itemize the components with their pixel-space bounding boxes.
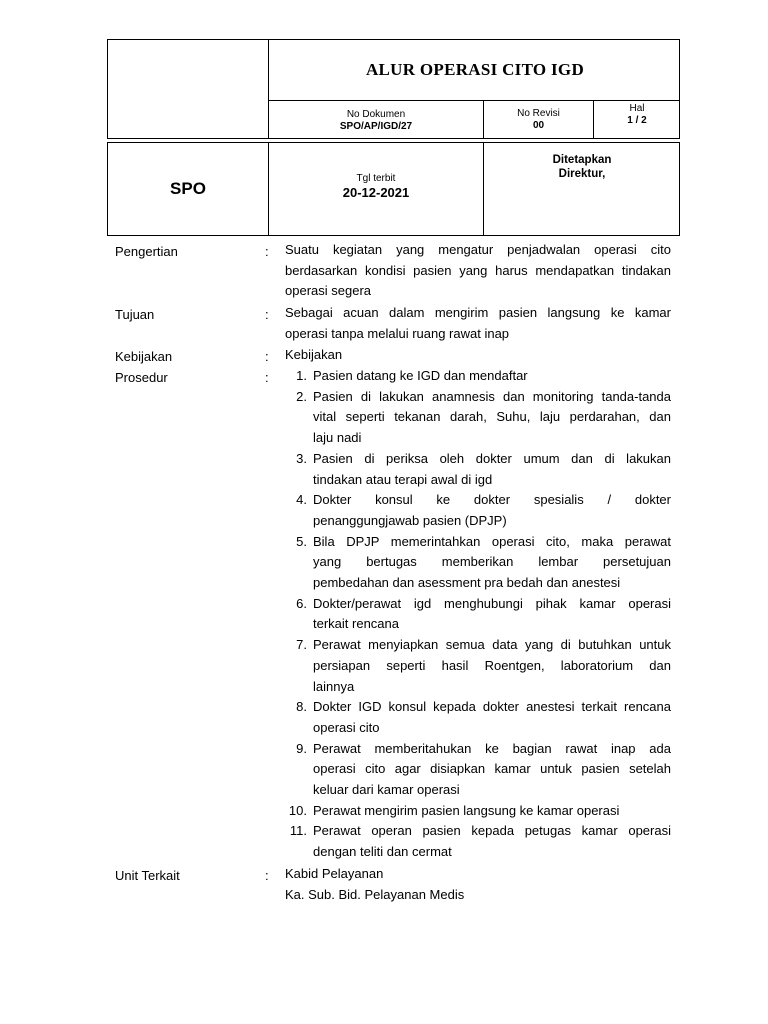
- text-line: Dokter IGD konsul kepada dokter anestesi terkait rencana: [313, 699, 671, 715]
- text-line: Kabid Pelayanan: [285, 866, 384, 881]
- text-line: Suatu kegiatan yang mengatur penjadwalan operasi cito: [285, 242, 671, 257]
- header-bottom-table: [107, 142, 680, 236]
- text-line: operasi tanpa melalui ruang rawat inap: [285, 325, 510, 341]
- text-line: Kebijakan: [285, 347, 343, 362]
- text-line: Sebagai acuan dalam mengirim pasien langsung ke kamar: [285, 305, 671, 320]
- list-number: 3.: [296, 450, 307, 466]
- kebijakan-text: [285, 345, 671, 366]
- text-line: operasi segera: [285, 283, 371, 299]
- text-line: keluar dari kamar operasi: [313, 782, 460, 798]
- text-line: Pasien di lakukan anamnesis dan monitoring tanda-tanda: [313, 388, 671, 404]
- list-item: [285, 801, 671, 822]
- unit-terkait-colon: :: [265, 868, 269, 883]
- tgl-terbit-label: Tgl terbit: [356, 173, 396, 184]
- no-revisi-value: 00: [532, 120, 545, 131]
- ditetapkan-line: Ditetapkan: [552, 154, 612, 166]
- ditetapkan-cell: [484, 153, 680, 181]
- tujuan-colon: :: [265, 307, 269, 322]
- pengertian-colon: :: [265, 244, 269, 259]
- prosedur-colon: :: [265, 370, 269, 385]
- hal-label: Hal: [629, 103, 645, 114]
- list-number: 8.: [296, 699, 307, 715]
- text-line: Dokter konsul ke dokter spesialis / dokter: [313, 492, 671, 508]
- list-number: 5.: [296, 533, 307, 549]
- text-line: berdasarkan kondisi pasien yang harus mendapatkan tindakan: [285, 262, 671, 278]
- text-line: Ka. Sub. Bid. Pelayanan Medis: [285, 886, 465, 902]
- list-item: [285, 366, 671, 387]
- tujuan-text: [285, 303, 671, 344]
- text-line: Perawat memberitahukan ke bagian rawat inap ada: [313, 740, 671, 756]
- text-line: Pasien datang ke IGD dan mendaftar: [313, 368, 528, 383]
- list-item: [285, 490, 671, 531]
- text-line: Perawat menyiapkan semua data yang di butuhkan untuk: [313, 637, 671, 653]
- pengertian-text: [285, 240, 671, 302]
- no-dokumen-label: No Dokumen: [346, 109, 406, 120]
- header-top-table: [107, 39, 680, 139]
- text-line: persiapan seperti hasil Roentgen, laboratorium dan: [313, 657, 671, 673]
- list-item: [285, 532, 671, 594]
- unit-terkait-text: [285, 864, 671, 905]
- list-number: 2.: [296, 388, 307, 404]
- text-line: Bila DPJP memerintahkan operasi cito, maka perawat: [313, 533, 671, 549]
- list-number: 7.: [296, 637, 307, 653]
- kebijakan-label: Kebijakan: [115, 349, 173, 364]
- text-line: Dokter/perawat igd menghubungi pihak kamar operasi: [313, 595, 671, 611]
- kebijakan-colon: :: [265, 349, 269, 364]
- tgl-terbit-value: 20-12-2021: [342, 185, 410, 200]
- list-item: [285, 635, 671, 697]
- divider: [268, 100, 679, 101]
- no-dokumen-cell: [269, 109, 483, 133]
- list-number: 9.: [296, 740, 307, 756]
- direktur-line: Direktur,: [558, 168, 606, 180]
- tgl-terbit-cell: [269, 173, 483, 201]
- text-line: dengan teliti dan cermat: [313, 844, 452, 860]
- text-line: laju nadi: [313, 430, 362, 446]
- list-item: [285, 449, 671, 490]
- pengertian-label: Pengertian: [115, 244, 178, 259]
- no-revisi-label: No Revisi: [517, 108, 560, 119]
- text-line: operasi cito: [313, 719, 380, 735]
- list-item: [285, 594, 671, 635]
- text-line: terkait rencana: [313, 616, 399, 632]
- prosedur-list: [285, 366, 671, 863]
- text-line: Perawat mengirim pasien langsung ke kamar operasi: [313, 802, 620, 818]
- list-item: [285, 387, 671, 449]
- text-line: tindakan atau terapi awal di igd: [313, 471, 493, 487]
- list-number: 1.: [296, 368, 307, 383]
- spo-label: SPO: [170, 179, 206, 198]
- prosedur-label: Prosedur: [115, 370, 168, 385]
- no-revisi-cell: [484, 108, 593, 132]
- text-line: yang bertugas memberikan lembar persetujuan: [313, 554, 671, 570]
- text-line: Pasien di periksa oleh dokter umum dan di lakukan: [313, 450, 671, 466]
- text-line: pembedahan dan asessment pra bedah dan anestesi: [313, 575, 621, 591]
- hal-value: 1 / 2: [627, 115, 647, 126]
- text-line: vital seperti tekanan darah, Suhu, laju perdarahan, dan: [313, 409, 671, 425]
- list-item: [285, 821, 671, 862]
- hal-cell: [594, 103, 680, 127]
- list-number: 10.: [288, 802, 307, 818]
- text-line: penanggungjawab pasien (DPJP): [313, 512, 507, 528]
- text-line: Perawat operan pasien kepada petugas kamar operasi: [313, 823, 671, 839]
- list-item: [285, 739, 671, 801]
- list-number: 4.: [296, 492, 307, 508]
- list-item: [285, 697, 671, 738]
- list-number: 11.: [289, 823, 307, 839]
- no-dokumen-value: SPO/AP/IGD/27: [339, 121, 413, 132]
- document-title: ALUR OPERASI CITO IGD: [365, 60, 585, 79]
- unit-terkait-label: Unit Terkait: [115, 868, 180, 883]
- tujuan-label: Tujuan: [115, 307, 155, 322]
- text-line: lainnya: [313, 678, 355, 694]
- list-number: 6.: [296, 595, 307, 611]
- text-line: operasi cito agar disiapkan kamar untuk pasien setelah: [313, 761, 671, 777]
